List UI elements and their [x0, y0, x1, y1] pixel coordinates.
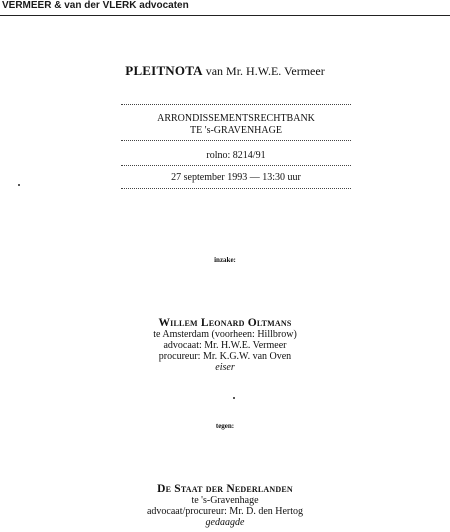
plaintiff-residence: te Amsterdam (voorheen: Hillbrow) — [153, 329, 297, 340]
plaintiff-advocate: advocaat: Mr. H.W.E. Vermeer — [163, 340, 287, 351]
plaintiff-name: Willem Leonard Oltmans — [158, 317, 292, 329]
defendant-advocate: advocaat/procureur: Mr. D. den Hertog — [146, 506, 304, 517]
scan-speck — [18, 184, 20, 186]
defendant-residence: te 's-Gravenhage — [191, 495, 259, 506]
defendant-role: gedaagde — [205, 517, 245, 528]
plaintiff-block — [0, 318, 450, 373]
court-rule-mid1 — [121, 140, 351, 141]
tegen-label: tegen: — [215, 422, 235, 430]
document-title — [0, 64, 450, 78]
firm-header: VERMEER & van der VLERK advocaten — [2, 0, 189, 11]
hearing-date: 27 september 1993 — 13:30 uur — [171, 172, 301, 183]
plaintiff-procurator: procureur: Mr. K.G.W. van Oven — [158, 351, 292, 362]
court-rule-mid2 — [121, 165, 351, 166]
title-main: PLEITNOTA — [125, 63, 203, 78]
title-rest: van Mr. H.W.E. Vermeer — [205, 64, 325, 78]
inzake-label: inzake: — [214, 256, 236, 264]
rolno: rolno: 8214/91 — [206, 150, 266, 161]
plaintiff-role: eiser — [215, 362, 235, 373]
defendant-name: De Staat der Nederlanden — [157, 483, 293, 495]
decorative-dot — [233, 397, 235, 399]
header-rule — [0, 15, 450, 16]
court-rule-bottom — [121, 188, 351, 189]
court-name-line1: ARRONDISSEMENTSRECHTBANK — [157, 113, 315, 124]
defendant-block — [0, 484, 450, 528]
court-name-line2: TE 's-GRAVENHAGE — [190, 125, 282, 136]
court-rule-top — [121, 104, 351, 105]
